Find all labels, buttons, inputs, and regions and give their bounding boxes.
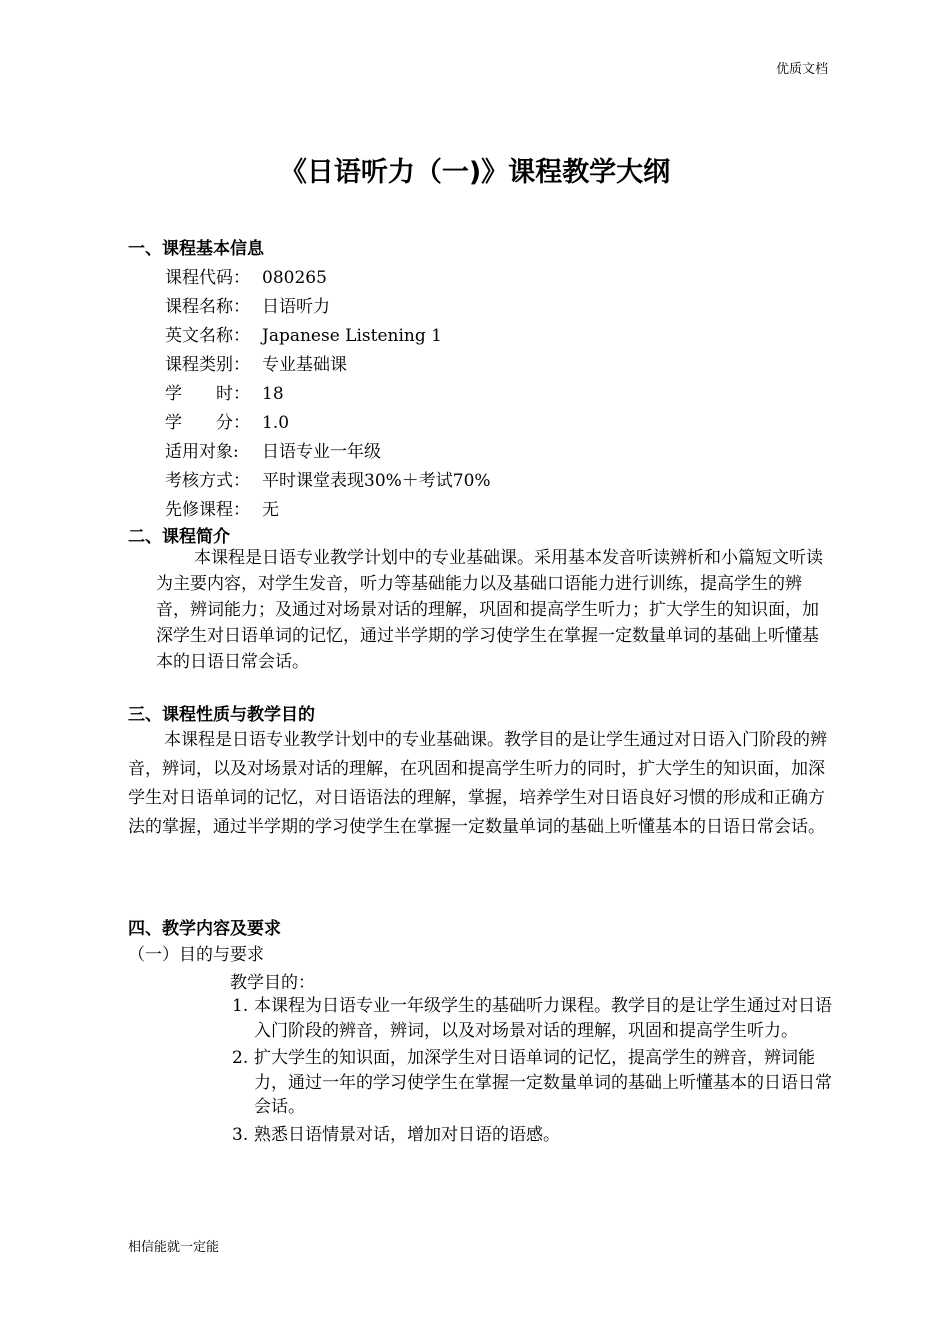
course-intro-text: 本课程是日语专业教学计划中的专业基础课。采用基本发音听读辨析和小篇短文听读为主要内容，对学生发音，听力等基础能力以及基础口语能力进行训练，提高学生的辨音，辨词能力；及通过对场景对话的理解，巩固和提高学生听力；扩大学生的知识面，加深学生对日语单词的记忆，通过半学期的学习使学生在掌握一定数量单词的基础上听懂基本的日语日常会话。 (156, 548, 823, 672)
course-info-label: 学 时： (165, 384, 250, 404)
section4-subheading: （一）目的与要求 (128, 945, 264, 965)
course-info-row (165, 321, 442, 346)
goal-item-number: 1. (232, 996, 249, 1016)
section2-heading: 二、课程简介 (128, 527, 230, 547)
course-info-row (165, 292, 330, 317)
course-info-label: 课程类别： (165, 355, 250, 375)
course-info-value: 日语专业一年级 (262, 442, 381, 462)
course-info-row (165, 408, 289, 433)
goal-item-number: 2. (232, 1048, 249, 1068)
course-info-row (165, 379, 284, 404)
course-info-label: 先修课程： (165, 500, 250, 520)
goal-item-text: 熟悉日语情景对话，增加对日语的语感。 (254, 1124, 560, 1145)
section4-heading: 四、教学内容及要求 (128, 919, 281, 939)
document-title: 《日语听力（一)》课程教学大纲 (279, 157, 671, 188)
course-info-value: Japanese Listening 1 (262, 326, 442, 346)
teaching-goal-list (232, 994, 832, 1150)
goal-item (232, 1123, 832, 1148)
page-footer: 相信能就一定能 (128, 1240, 220, 1255)
course-info-value: 1.0 (262, 413, 290, 433)
course-info-value: 080265 (262, 268, 327, 288)
course-info-label: 课程代码： (165, 268, 250, 288)
course-info-value: 平时课堂表现30%＋考试70% (262, 471, 491, 491)
goal-item (232, 994, 832, 1043)
goal-item (232, 1046, 832, 1120)
course-info-label: 适用对象: (165, 442, 239, 462)
section3-heading: 三、课程性质与教学目的 (128, 705, 315, 725)
page-header: 优质文档 (776, 62, 829, 77)
teaching-goal-label: 教学目的： (230, 973, 315, 993)
course-info-row (165, 495, 279, 520)
course-info-value: 日语听力 (262, 297, 330, 317)
goal-item-number: 3. (232, 1124, 249, 1145)
course-info-label: 英文名称： (165, 326, 250, 346)
goal-item-text: 本课程为日语专业一年级学生的基础听力课程。教学目的是让学生通过对日语入门阶段的辨音，辨词，以及对场景对话的理解，巩固和提高学生听力。 (254, 996, 832, 1041)
course-nature-text: 本课程是日语专业教学计划中的专业基础课。教学目的是让学生通过对日语入门阶段的辨音，辨词，以及对场景对话的理解，在巩固和提高学生听力的同时，扩大学生的知识面，加深学生对日语单词的记忆，对日语语法的理解，掌握，培养学生对日语良好习惯的形成和正确方法的掌握，通过半学期的学习使学生在掌握一定数量单词的基础上听懂基本的日语日常会话。 (128, 730, 827, 837)
course-info-label: 课程名称： (165, 297, 250, 317)
section1-heading: 一、课程基本信息 (128, 239, 264, 259)
course-info-value: 无 (262, 500, 279, 520)
course-info-row (165, 466, 491, 491)
course-info-row (165, 263, 327, 288)
goal-item-text: 扩大学生的知识面，加深学生对日语单词的记忆，提高学生的辨音，辨词能力，通过一年的学习使学生在掌握一定数量单词的基础上听懂基本的日语日常会话。 (254, 1048, 832, 1117)
course-info-value: 18 (262, 384, 284, 404)
course-info-value: 专业基础课 (262, 355, 347, 375)
course-info-row (165, 350, 347, 375)
course-info-row (165, 437, 381, 462)
course-info-label: 考核方式： (165, 471, 250, 491)
course-info-label: 学 分： (165, 413, 250, 433)
